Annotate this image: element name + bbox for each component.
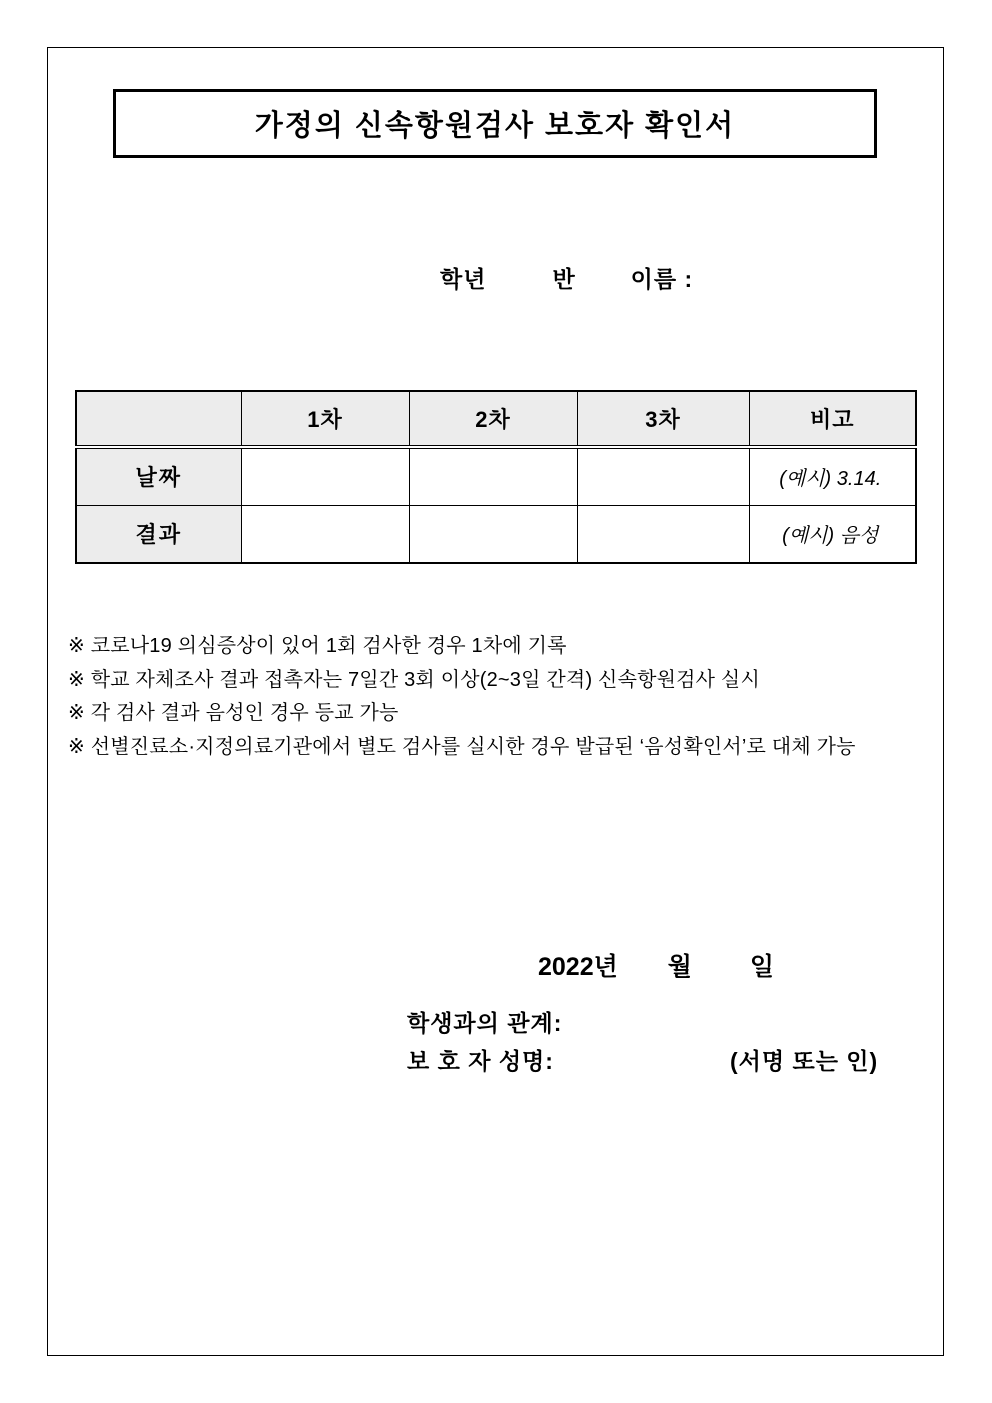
header-cell-round2: 2차 — [409, 391, 577, 447]
date-line — [538, 947, 774, 983]
result-round2-cell — [409, 505, 577, 563]
header-cell-remark: 비고 — [749, 391, 916, 447]
note-line-4: ※ 선별진료소·지정의료기관에서 별도 검사를 실시한 경우 발급된 ‘음성확인서’로 대체 가능 — [68, 735, 856, 758]
title-box — [113, 89, 877, 158]
note-line-2: ※ 학교 자체조사 결과 접촉자는 7일간 3회 이상(2~3일 간격) 신속항원검사 실시 — [68, 668, 760, 691]
result-round1-cell — [241, 505, 409, 563]
year-label: 2022년 — [538, 953, 618, 981]
note-line-1: ※ 코로나19 의심증상이 있어 1회 검사한 경우 1차에 기록 — [68, 635, 567, 657]
date-round1-cell — [241, 447, 409, 505]
student-info-line — [440, 261, 693, 294]
relation-line — [407, 1005, 562, 1038]
month-label: 월 — [667, 953, 692, 981]
date-round2-cell — [409, 447, 577, 505]
header-cell-round3: 3차 — [577, 391, 749, 447]
guardian-name-label: 보 호 자 성명: — [407, 1048, 554, 1074]
header-cell-round1: 1차 — [241, 391, 409, 447]
grade-label: 학년 — [440, 266, 487, 292]
date-example-note: (예시) 3.14. — [749, 447, 916, 505]
note-line-3: ※ 각 검사 결과 음성인 경우 등교 가능 — [68, 702, 399, 724]
row-label-result: 결과 — [76, 505, 241, 563]
day-label: 일 — [749, 953, 775, 981]
result-round3-cell — [577, 505, 749, 563]
relation-label: 학생과의 관계: — [407, 1010, 563, 1036]
test-record-table — [75, 390, 917, 564]
guardian-line — [407, 1043, 927, 1076]
class-label: 반 — [552, 266, 576, 292]
name-label: 이름 : — [630, 266, 694, 292]
notes-section — [68, 630, 928, 764]
seal-note: (서명 또는 인) — [730, 1048, 879, 1074]
header-cell-empty — [76, 391, 241, 447]
table-row-result — [76, 505, 916, 563]
result-example-note: (예시) 음성 — [749, 505, 916, 563]
table-header-row — [76, 391, 916, 447]
table-row-date — [76, 447, 916, 505]
page-title: 가정의 신속항원검사 보호자 확인서 — [254, 110, 736, 142]
row-label-date: 날짜 — [76, 447, 241, 505]
date-round3-cell — [577, 447, 749, 505]
